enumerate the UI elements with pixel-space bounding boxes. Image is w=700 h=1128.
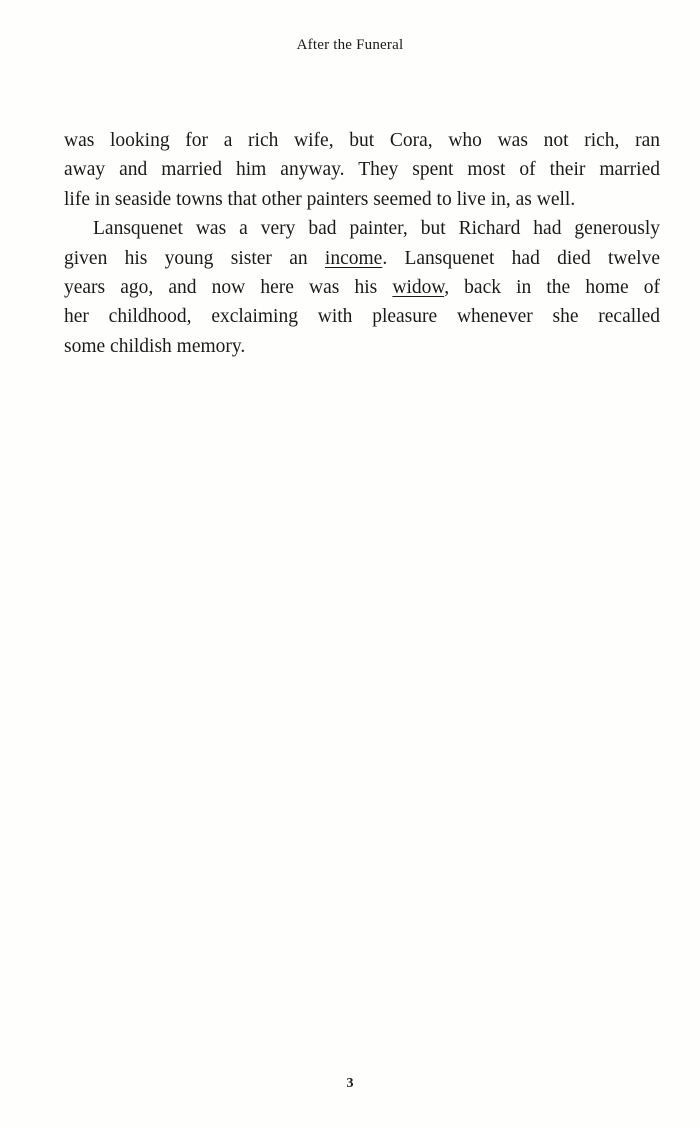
text-segment: years ago, and now here was his	[64, 277, 393, 299]
running-header: After the Funeral	[296, 37, 404, 53]
text-segment: given his young sister an	[64, 247, 325, 269]
page-number: 3	[346, 1076, 354, 1091]
paragraph-2	[64, 214, 660, 361]
text-line: some childish memory.	[64, 335, 246, 357]
text-line: Lansquenet was a very bad painter, but Richard had generously	[93, 218, 660, 240]
glossary-word-widow: widow	[392, 277, 445, 299]
glossary-word-income: income	[324, 247, 383, 269]
text-segment: . Lansquenet had died twelve	[382, 247, 660, 269]
text-line: life in seaside towns that other painters seemed to live in, as well.	[64, 188, 576, 210]
body-text	[64, 126, 660, 361]
text-line	[64, 273, 660, 302]
text-line	[64, 244, 660, 273]
text-segment: , back in the home of	[444, 277, 661, 299]
text-line: her childhood, exclaiming with pleasure whenever she recalled	[64, 306, 660, 328]
paragraph-1	[64, 126, 660, 214]
text-line: was looking for a rich wife, but Cora, who was not rich, ran	[64, 130, 660, 151]
text-line: away and married him anyway. They spent most of their married	[64, 159, 660, 181]
